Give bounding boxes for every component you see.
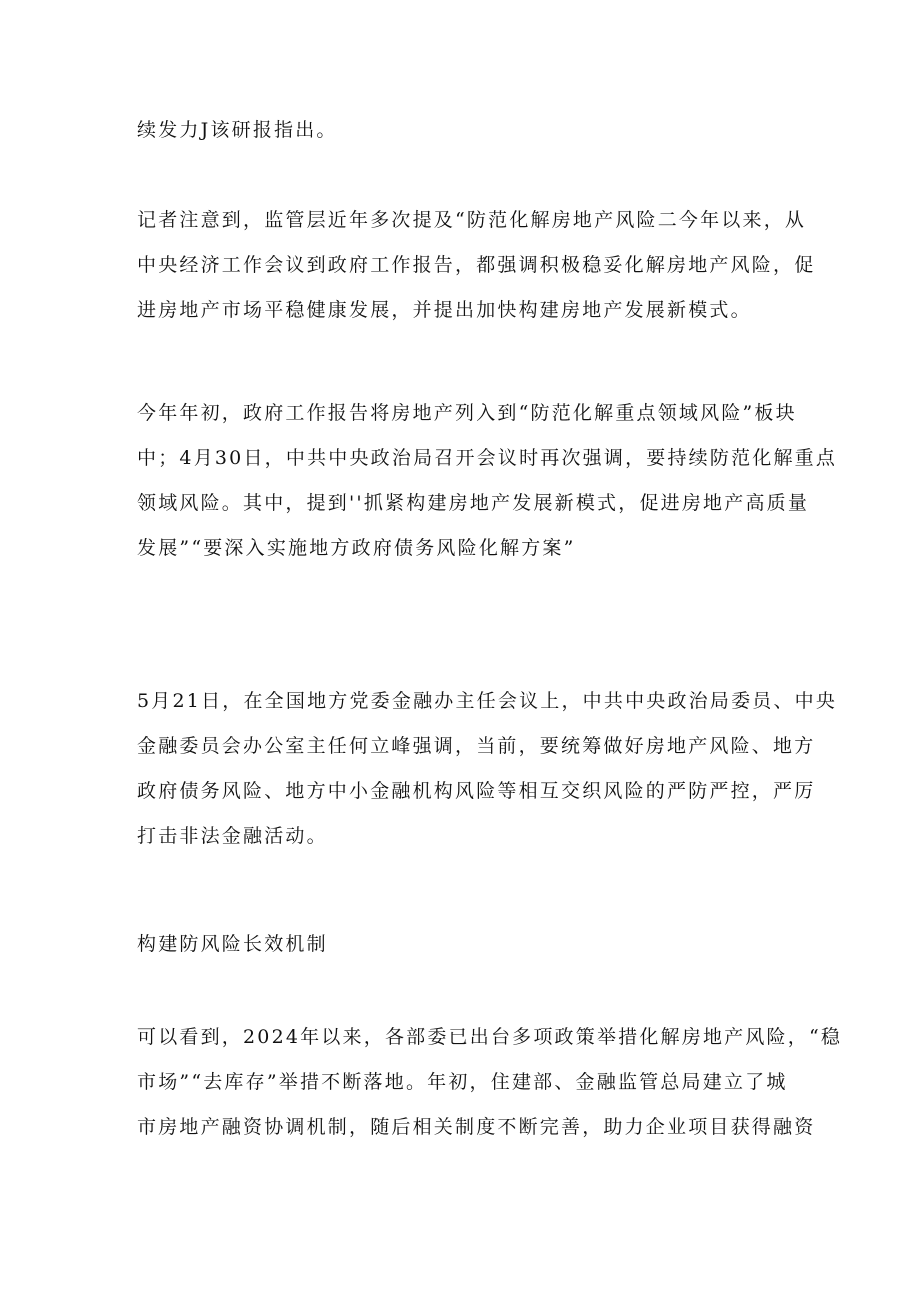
text-line: 进房地产市场平稳健康发展，并提出加快构建房地产发展新模式。 bbox=[137, 299, 752, 321]
heading-line: 构建防风险长效机制 bbox=[137, 933, 328, 955]
text-line: 发展”“要深入实施地方政府债务风险化解方案” bbox=[137, 537, 576, 559]
paragraph-financial-meeting bbox=[137, 679, 838, 859]
text-line: 续发力J该研报指出。 bbox=[137, 119, 338, 141]
text-line: 可以看到，2024年以来，各部委已出台多项政策举措化解房地产风险，“稳 bbox=[137, 1026, 843, 1048]
paragraph-policy-measures bbox=[137, 1015, 843, 1150]
paragraph-regulator-attention bbox=[137, 198, 816, 333]
text-line: 打击非法金融活动。 bbox=[137, 825, 328, 847]
text-line: 领域风险。其中，提到''抓紧构建房地产发展新模式，促进房地产高质量 bbox=[137, 492, 810, 514]
text-line: 市场”“去库存”举措不断落地。年初，住建部、金融监管总局建立了城 bbox=[137, 1071, 788, 1093]
paragraph-government-report bbox=[137, 391, 838, 571]
text-line: 今年年初，政府工作报告将房地产列入到“防范化解重点领域风险”板块 bbox=[137, 402, 797, 424]
text-line: 中；4月30日，中共中央政治局召开会议时再次强调，要持续防范化解重点 bbox=[137, 447, 838, 469]
text-line: 记者注意到，监管层近年多次提及“防范化解房地产风险二今年以来，从 bbox=[137, 209, 807, 231]
section-heading bbox=[137, 922, 789, 967]
text-line: 政府债务风险、地方中小金融机构风险等相互交织风险的严防严控，严厉 bbox=[137, 780, 816, 802]
text-line: 市房地产融资协调机制，随后相关制度不断完善，助力企业项目获得融资 bbox=[137, 1116, 816, 1138]
text-line: 金融委员会办公室主任何立峰强调，当前，要统筹做好房地产风险、地方 bbox=[137, 735, 816, 757]
text-line: 中央经济工作会议到政府工作报告，都强调积极稳妥化解房地产风险，促 bbox=[137, 254, 816, 276]
paragraph-continuation bbox=[137, 108, 789, 153]
text-line: 5月21日，在全国地方党委金融办主任会议上，中共中央政治局委员、中央 bbox=[137, 690, 838, 712]
